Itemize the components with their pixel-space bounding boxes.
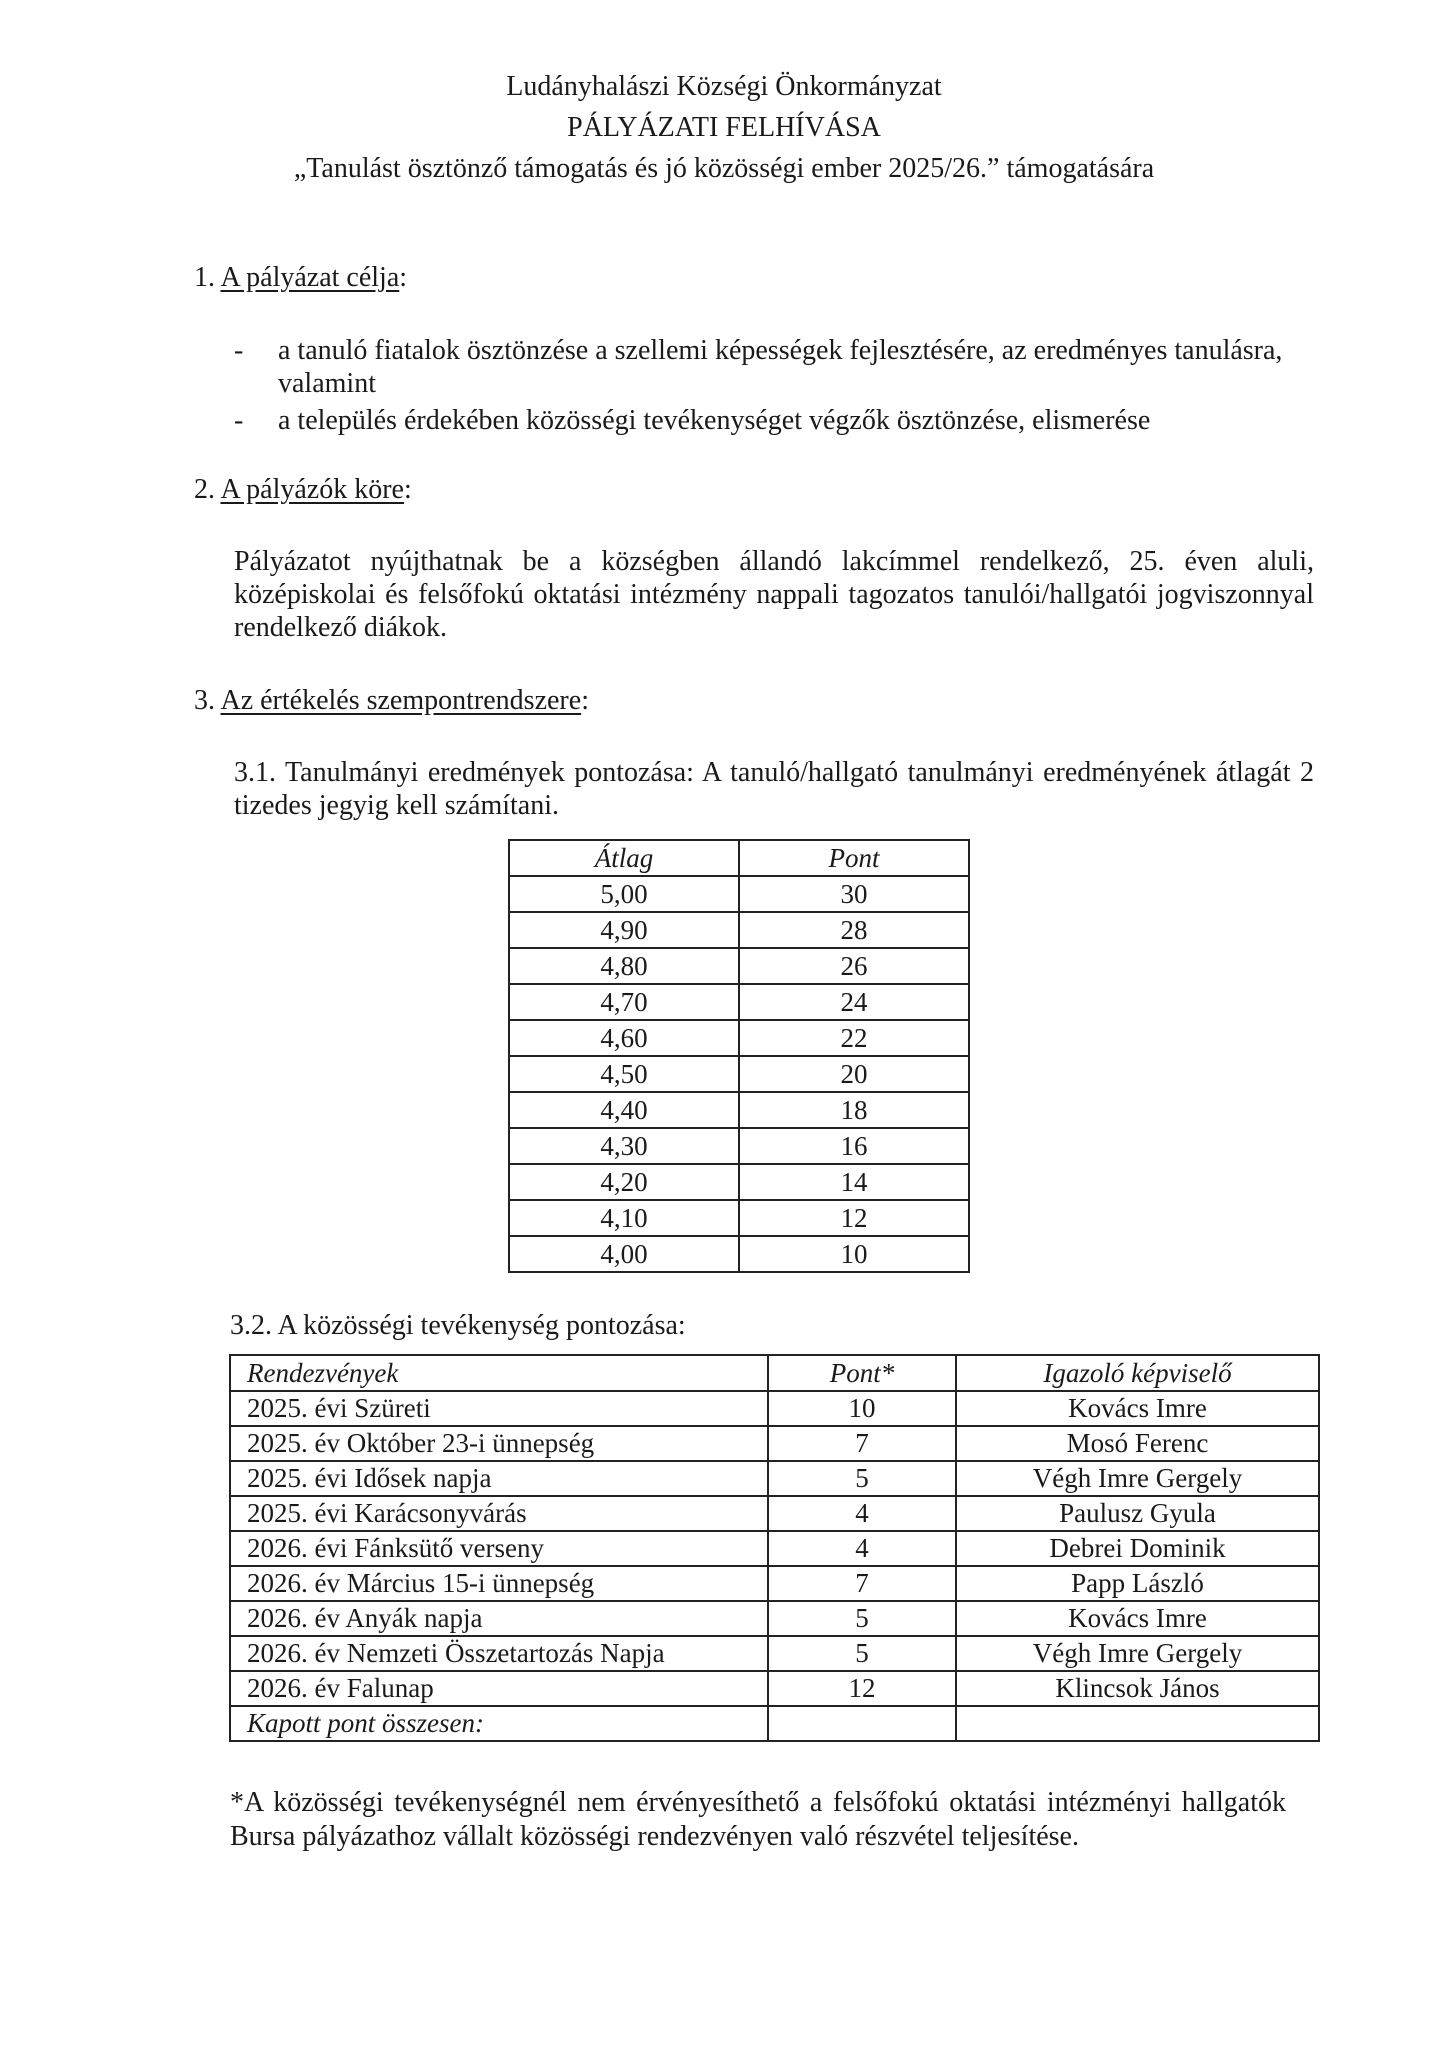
document-title: PÁLYÁZATI FELHÍVÁSA bbox=[567, 112, 881, 143]
points-cell: 14 bbox=[739, 1164, 969, 1200]
event-cell: 2026. év Anyák napja bbox=[230, 1601, 768, 1636]
table-row bbox=[230, 1461, 1319, 1496]
table-row bbox=[509, 1092, 969, 1128]
average-cell: 4,70 bbox=[509, 984, 739, 1020]
points-cell: 12 bbox=[739, 1200, 969, 1236]
average-cell: 4,60 bbox=[509, 1020, 739, 1056]
total-value[interactable] bbox=[768, 1706, 956, 1741]
points-cell: 26 bbox=[739, 948, 969, 984]
representative-cell: Kovács Imre bbox=[956, 1391, 1319, 1426]
bullet-dash: - bbox=[234, 335, 244, 366]
table-row bbox=[509, 1200, 969, 1236]
column-header-average: Átlag bbox=[509, 840, 739, 876]
average-cell: 4,20 bbox=[509, 1164, 739, 1200]
table-row bbox=[230, 1531, 1319, 1566]
representative-cell: Paulusz Gyula bbox=[956, 1496, 1319, 1531]
total-representative[interactable] bbox=[956, 1706, 1319, 1741]
representative-cell: Mosó Ferenc bbox=[956, 1426, 1319, 1461]
table-row bbox=[230, 1426, 1319, 1461]
table-total-row bbox=[230, 1706, 1319, 1741]
column-header-points: Pont* bbox=[768, 1355, 956, 1391]
representative-cell: Végh Imre Gergely bbox=[956, 1636, 1319, 1671]
average-cell: 5,00 bbox=[509, 876, 739, 912]
representative-cell: Végh Imre Gergely bbox=[956, 1461, 1319, 1496]
community-activity-table bbox=[229, 1354, 1320, 1742]
points-cell: 7 bbox=[768, 1566, 956, 1601]
average-cell: 4,40 bbox=[509, 1092, 739, 1128]
average-cell: 4,10 bbox=[509, 1200, 739, 1236]
column-header-points: Pont bbox=[739, 840, 969, 876]
section-3-1-text: 3.1. Tanulmányi eredmények pontozása: A tanuló/hallgató tanulmányi eredményének átlagát 2 tizedes jegyig kell számítani. bbox=[234, 757, 1314, 821]
average-cell: 4,00 bbox=[509, 1236, 739, 1272]
points-cell: 18 bbox=[739, 1092, 969, 1128]
section-2-number: 2. bbox=[194, 474, 215, 505]
event-cell: 2026. év Nemzeti Összetartozás Napja bbox=[230, 1636, 768, 1671]
section-1-bullet bbox=[234, 404, 1314, 437]
event-cell: 2026. év Március 15-i ünnepség bbox=[230, 1566, 768, 1601]
table-row bbox=[509, 948, 969, 984]
table-row bbox=[509, 984, 969, 1020]
section-2-title: A pályázók köre bbox=[220, 474, 404, 505]
points-cell: 7 bbox=[768, 1426, 956, 1461]
table-row bbox=[509, 1056, 969, 1092]
table-row bbox=[230, 1566, 1319, 1601]
footnote: *A közösségi tevékenységnél nem érvényesíthető a felsőfokú oktatási intézményi hallgatók Bursa pályázathoz vállalt közösségi rendezvényen való részvétel teljesítése. bbox=[230, 1787, 1286, 1852]
points-cell: 24 bbox=[739, 984, 969, 1020]
bullet-text: a település érdekében közösségi tevékenységet végzők ösztönzése, elismerése bbox=[278, 405, 1151, 436]
section-3-number: 3. bbox=[194, 685, 215, 716]
average-cell: 4,30 bbox=[509, 1128, 739, 1164]
table-row bbox=[509, 912, 969, 948]
points-cell: 10 bbox=[768, 1391, 956, 1426]
table-row bbox=[509, 1236, 969, 1272]
representative-cell: Papp László bbox=[956, 1566, 1319, 1601]
section-1-bullet bbox=[234, 334, 1314, 400]
points-cell: 4 bbox=[768, 1531, 956, 1566]
table-row bbox=[509, 876, 969, 912]
average-points-table bbox=[508, 839, 970, 1273]
table-row bbox=[509, 1128, 969, 1164]
points-cell: 30 bbox=[739, 876, 969, 912]
points-cell: 10 bbox=[739, 1236, 969, 1272]
points-cell: 16 bbox=[739, 1128, 969, 1164]
event-cell: 2026. év Falunap bbox=[230, 1671, 768, 1706]
average-cell: 4,90 bbox=[509, 912, 739, 948]
section-1-number: 1. bbox=[194, 262, 215, 293]
table-row bbox=[230, 1601, 1319, 1636]
column-header-representative: Igazoló képviselő bbox=[956, 1355, 1319, 1391]
column-header-events: Rendezvények bbox=[230, 1355, 768, 1391]
section-2-heading bbox=[194, 474, 412, 506]
points-cell: 12 bbox=[768, 1671, 956, 1706]
section-3-title: Az értékelés szempontrendszere bbox=[220, 685, 582, 716]
average-cell: 4,80 bbox=[509, 948, 739, 984]
points-cell: 5 bbox=[768, 1601, 956, 1636]
table-row bbox=[509, 1020, 969, 1056]
section-1-colon: : bbox=[399, 262, 408, 293]
table-row bbox=[230, 1496, 1319, 1531]
event-cell: 2026. évi Fánksütő verseny bbox=[230, 1531, 768, 1566]
representative-cell: Kovács Imre bbox=[956, 1601, 1319, 1636]
points-cell: 5 bbox=[768, 1636, 956, 1671]
document-header bbox=[0, 66, 1448, 189]
issuer-name: Ludányhalászi Községi Önkormányzat bbox=[506, 71, 942, 102]
section-2-text: Pályázatot nyújthatnak be a községben állandó lakcímmel rendelkező, 25. éven aluli, középiskolai és felsőfokú oktatási intézmény nappali tagozatos tanulói/hallgatói jogviszonnyal rendelkező diákok. bbox=[234, 546, 1314, 643]
table-row bbox=[230, 1636, 1319, 1671]
points-cell: 4 bbox=[768, 1496, 956, 1531]
event-cell: 2025. évi Szüreti bbox=[230, 1391, 768, 1426]
average-cell: 4,50 bbox=[509, 1056, 739, 1092]
points-cell: 5 bbox=[768, 1461, 956, 1496]
bullet-text: a tanuló fiatalok ösztönzése a szellemi képességek fejlesztésére, az eredményes tanulásra, valamint bbox=[278, 335, 1283, 399]
section-3-heading bbox=[194, 685, 589, 717]
table-row bbox=[509, 1164, 969, 1200]
table-row bbox=[230, 1671, 1319, 1706]
table-header-row bbox=[509, 840, 969, 876]
table-row bbox=[230, 1391, 1319, 1426]
section-2-colon: : bbox=[403, 474, 412, 505]
total-label: Kapott pont összesen: bbox=[230, 1706, 768, 1741]
representative-cell: Debrei Dominik bbox=[956, 1531, 1319, 1566]
section-3-colon: : bbox=[581, 685, 589, 716]
table-header-row bbox=[230, 1355, 1319, 1391]
event-cell: 2025. évi Idősek napja bbox=[230, 1461, 768, 1496]
event-cell: 2025. évi Karácsonyvárás bbox=[230, 1496, 768, 1531]
points-cell: 28 bbox=[739, 912, 969, 948]
section-1-heading bbox=[194, 262, 407, 294]
section-3-2-text: 3.2. A közösségi tevékenység pontozása: bbox=[230, 1310, 686, 1341]
section-1-title: A pályázat célja bbox=[220, 262, 400, 293]
event-cell: 2025. év Október 23-i ünnepség bbox=[230, 1426, 768, 1461]
points-cell: 20 bbox=[739, 1056, 969, 1092]
points-cell: 22 bbox=[739, 1020, 969, 1056]
document-subtitle: „Tanulást ösztönző támogatás és jó közösségi ember 2025/26.” támogatására bbox=[293, 153, 1155, 184]
bullet-dash: - bbox=[234, 405, 244, 436]
representative-cell: Klincsok János bbox=[956, 1671, 1319, 1706]
